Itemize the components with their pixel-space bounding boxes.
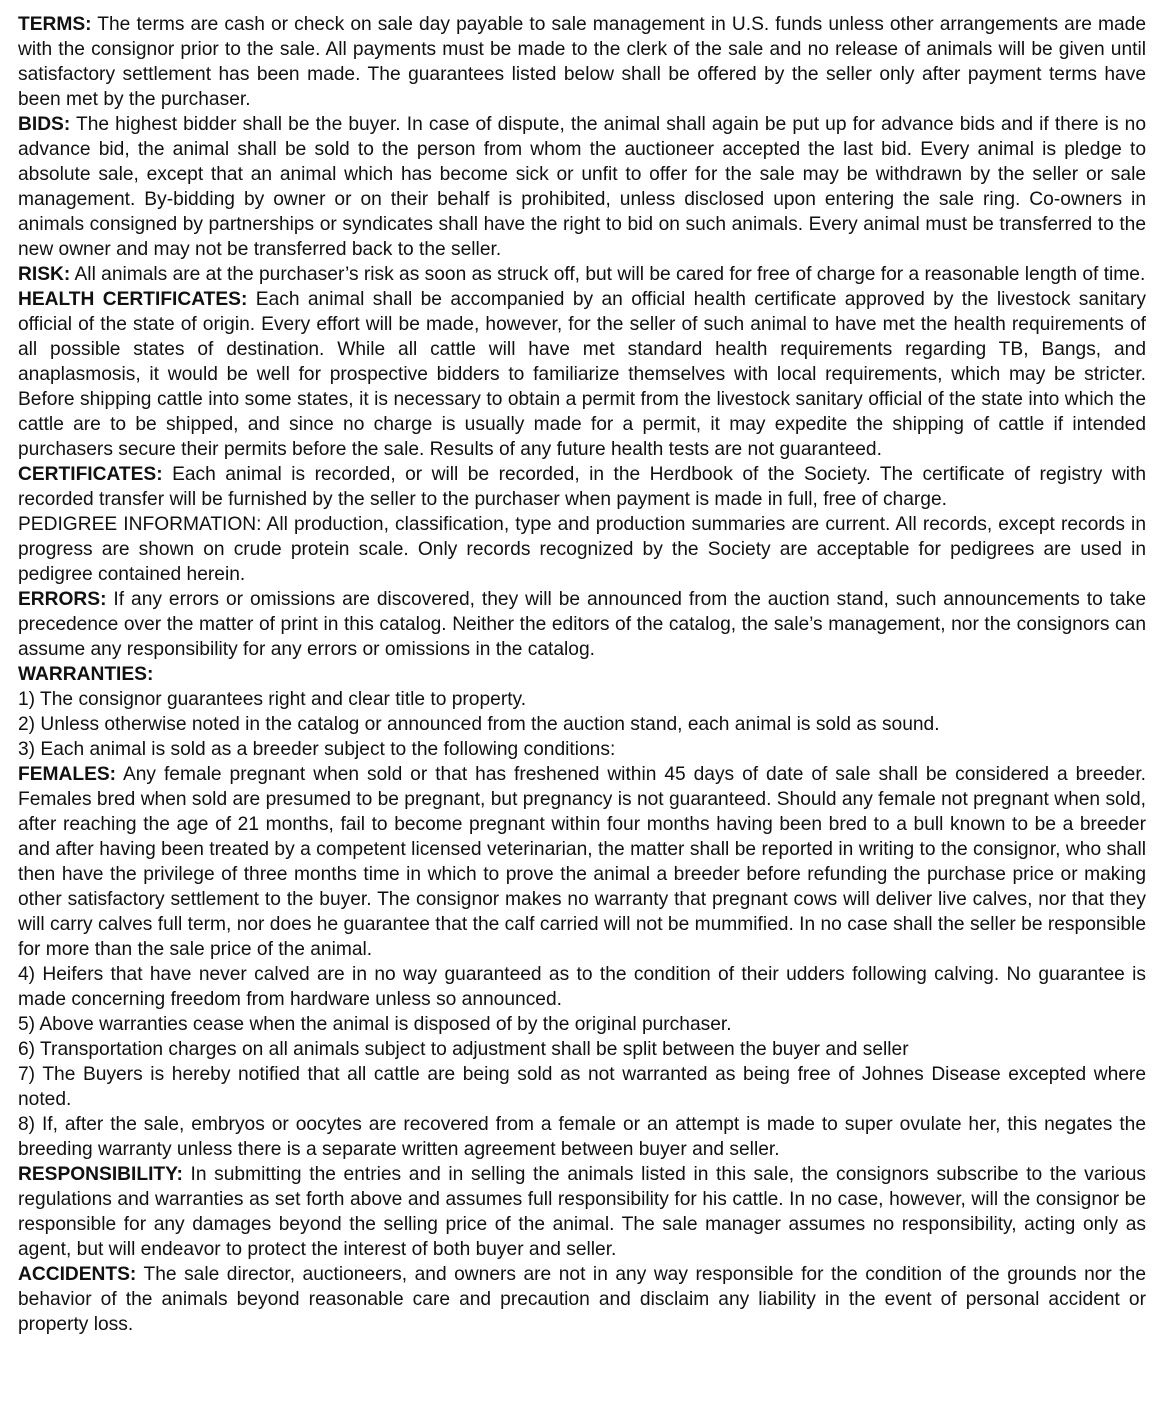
warranty-item-7-text: 7) The Buyers is hereby notified that all cattle are being sold as not warranted as being free of Johnes Disease excepted where noted. (18, 1064, 1146, 1110)
warranty-item-4 (18, 962, 1146, 1012)
text-females: Any female pregnant when sold or that has freshened within 45 days of date of sale shall be considered a breeder. Females bred when sold are presumed to be pregnant, but pregnancy is not guaranteed. Should any female not pregnant when sold, after reaching the age of 21 months, fail to become pregnant within four months having been bred to a bull known to be a breeder and after having been treated by a competent licensed veterinarian, the matter shall be reported in writing to the consignor, who shall then have the privilege of three months time in which to prove the animal a breeder before refunding the purchase price or making other satisfactory settlement to the buyer. The consignor makes no warranty that pregnant cows will deliver live calves, nor that they will carry calves full term, nor does he guarantee that the calf carried will not be mummified. In no case shall the seller be responsible for more than the sale price of the animal. (18, 764, 1146, 960)
heading-responsibility: RESPONSIBILITY: (18, 1164, 183, 1185)
heading-terms: TERMS: (18, 14, 92, 35)
text-accidents: The sale director, auctioneers, and owners are not in any way responsible for the condition of the grounds nor the behavior of the animals beyond reasonable care and precaution and disclaim any liability in the event of personal accident or property loss. (18, 1264, 1146, 1335)
paragraph-risk (18, 262, 1146, 287)
warranty-item-6 (18, 1037, 1146, 1062)
heading-health-certificates: HEALTH CERTIFICATES: (18, 289, 248, 310)
text-responsibility: In submitting the entries and in selling the animals listed in this sale, the consignors subscribe to the various regulations and warranties as set forth above and assumes full responsibility for his cattle. In no case, however, will the consignor be responsible for any damages beyond the selling price of the animal. The sale manager assumes no responsibility, acting only as agent, but will endeavor to protect the interest of both buyer and seller. (18, 1164, 1146, 1260)
text-bids: The highest bidder shall be the buyer. In case of dispute, the animal shall again be put up for advance bids and if there is no advance bid, the animal shall be sold to the person from whom the auctioneer accepted the last bid. Every animal is pledge to absolute sale, except that an animal which has become sick or unfit to offer for the sale may be withdrawn by the seller or sale management. By-bidding by owner or on their behalf is prohibited, unless disclosed upon entering the sale ring. Co-owners in animals consigned by partnerships or syndicates shall have the right to bid on such animals. Every animal must be transferred to the new owner and may not be transferred back to the seller. (18, 114, 1146, 260)
warranty-item-5 (18, 1012, 1146, 1037)
warranty-item-3 (18, 737, 1146, 762)
warranty-item-7 (18, 1062, 1146, 1112)
warranty-item-3-text: 3) Each animal is sold as a breeder subject to the following conditions: (18, 739, 616, 760)
text-certificates: Each animal is recorded, or will be recorded, in the Herdbook of the Society. The certificate of registry with recorded transfer will be furnished by the seller to the purchaser when payment is made in full, free of charge. (18, 464, 1146, 510)
heading-females: FEMALES: (18, 764, 117, 785)
paragraph-bids (18, 112, 1146, 262)
heading-bids: BIDS: (18, 114, 71, 135)
warranty-item-6-text: 6) Transportation charges on all animals subject to adjustment shall be split between the buyer and seller (18, 1039, 909, 1060)
paragraph-warranties (18, 662, 1146, 687)
paragraph-certificates (18, 462, 1146, 512)
warranty-item-8-text: 8) If, after the sale, embryos or oocytes are recovered from a female or an attempt is made to super ovulate her, this negates the breeding warranty unless there is a separate written agreement between buyer and seller. (18, 1114, 1146, 1160)
warranty-item-4-text: 4) Heifers that have never calved are in no way guaranteed as to the condition of their udders following calving. No guarantee is made concerning freedom from hardware unless so announced. (18, 964, 1146, 1010)
heading-risk: RISK: (18, 264, 71, 285)
terms-document (18, 12, 1146, 1337)
heading-warranties: WARRANTIES: (18, 664, 154, 685)
warranty-item-2-text: 2) Unless otherwise noted in the catalog or announced from the auction stand, each animal is sold as sound. (18, 714, 940, 735)
warranty-item-8 (18, 1112, 1146, 1162)
paragraph-pedigree-information (18, 512, 1146, 587)
text-pedigree-information: PEDIGREE INFORMATION: All production, classification, type and production summaries are current. All records, except records in progress are shown on crude protein scale. Only records recognized by the Society are acceptable for pedigrees are used in pedigree contained herein. (18, 514, 1146, 585)
paragraph-females (18, 762, 1146, 962)
warranty-item-5-text: 5) Above warranties cease when the animal is disposed of by the original purchaser. (18, 1014, 732, 1035)
paragraph-errors (18, 587, 1146, 662)
paragraph-terms (18, 12, 1146, 112)
heading-certificates: CERTIFICATES: (18, 464, 163, 485)
text-terms: The terms are cash or check on sale day payable to sale management in U.S. funds unless other arrangements are made with the consignor prior to the sale. All payments must be made to the clerk of the sale and no release of animals will be given until satisfactory settlement has been made. The guarantees listed below shall be offered by the seller only after payment terms have been met by the purchaser. (18, 14, 1146, 110)
heading-accidents: ACCIDENTS: (18, 1264, 137, 1285)
warranty-item-1-text: 1) The consignor guarantees right and clear title to property. (18, 689, 527, 710)
paragraph-health-certificates (18, 287, 1146, 462)
heading-errors: ERRORS: (18, 589, 107, 610)
text-health-certificates: Each animal shall be accompanied by an official health certificate approved by the livestock sanitary official of the state of origin. Every effort will be made, however, for the seller of such animal to have met the health requirements of all possible states of destination. While all cattle will have met standard health requirements regarding TB, Bangs, and anaplasmosis, it would be well for prospective bidders to familiarize themselves with local requirements, which may be stricter. Before shipping cattle into some states, it is necessary to obtain a permit from the livestock sanitary official of the state into which the cattle are to be shipped, and since no charge is usually made for a permit, it may expedite the shipping of cattle if intended purchasers secure their permits before the sale. Results of any future health tests are not guaranteed. (18, 289, 1146, 460)
text-risk: All animals are at the purchaser’s risk as soon as struck off, but will be cared for free of charge for a reasonable length of time. (70, 264, 1146, 285)
paragraph-responsibility (18, 1162, 1146, 1262)
warranty-item-2 (18, 712, 1146, 737)
warranty-item-1 (18, 687, 1146, 712)
text-errors: If any errors or omissions are discovered, they will be announced from the auction stand, such announcements to take precedence over the matter of print in this catalog. Neither the editors of the catalog, the sale’s management, nor the consignors can assume any responsibility for any errors or omissions in the catalog. (18, 589, 1146, 660)
paragraph-accidents (18, 1262, 1146, 1337)
